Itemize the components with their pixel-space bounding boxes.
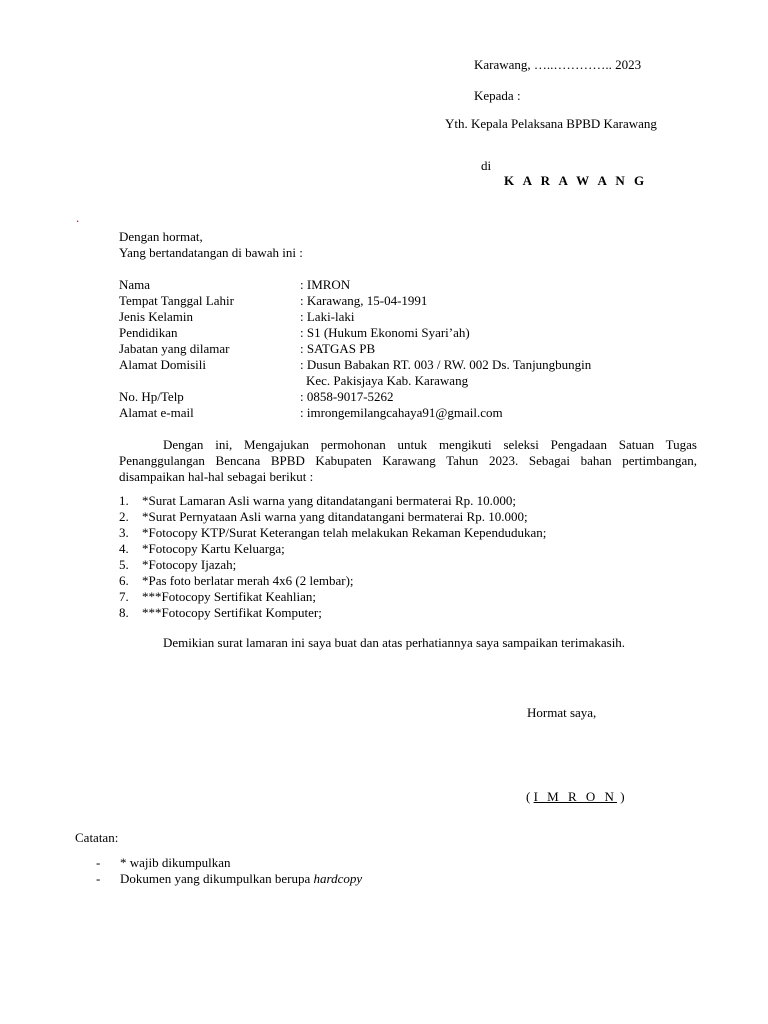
identity-value: : Laki-laki bbox=[300, 309, 355, 324]
list-text: ***Fotocopy Sertifikat Komputer; bbox=[142, 605, 322, 620]
note-emphasis: hardcopy bbox=[313, 871, 363, 886]
recipient-di: di bbox=[481, 158, 492, 173]
signature-close-paren: ) bbox=[616, 789, 625, 804]
list-item bbox=[119, 573, 699, 589]
recipient-kepada: Kepada : bbox=[474, 88, 521, 103]
identity-label: Jabatan yang dilamar bbox=[119, 341, 230, 356]
note-dash: - bbox=[96, 855, 101, 870]
list-text: *Fotocopy Kartu Keluarga; bbox=[142, 541, 285, 556]
identity-value: : imrongemilangcahaya91@gmail.com bbox=[300, 405, 503, 420]
list-number: 5. bbox=[119, 557, 129, 572]
identity-value: : Karawang, 15-04-1991 bbox=[300, 293, 428, 308]
recipient-city: K A R A W A N G bbox=[504, 173, 648, 188]
identity-row bbox=[119, 373, 679, 389]
recipient-name: Yth. Kepala Pelaksana BPBD Karawang bbox=[445, 116, 657, 131]
list-item bbox=[119, 605, 699, 621]
identity-value: : Dusun Babakan RT. 003 / RW. 002 Ds. Tanjungbungin bbox=[300, 357, 592, 372]
signature-underlined-name: I M R O N bbox=[533, 789, 617, 804]
identity-row bbox=[119, 277, 679, 293]
list-item bbox=[96, 871, 362, 887]
closing-regards: Hormat saya, bbox=[527, 705, 597, 720]
identity-row bbox=[119, 389, 679, 405]
identity-value: : SATGAS PB bbox=[300, 341, 376, 356]
identity-label: Alamat Domisili bbox=[119, 357, 207, 372]
list-number: 6. bbox=[119, 573, 129, 588]
identity-label: Tempat Tanggal Lahir bbox=[119, 293, 234, 308]
closing-paragraph: Demikian surat lamaran ini saya buat dan atas perhatiannya saya sampaikan terimakasih. bbox=[163, 635, 626, 650]
list-number: 3. bbox=[119, 525, 129, 540]
identity-row bbox=[119, 405, 679, 421]
list-item bbox=[119, 525, 699, 541]
identity-label: Alamat e-mail bbox=[119, 405, 194, 420]
list-text: *Surat Lamaran Asli warna yang ditandatangani bermaterai Rp. 10.000; bbox=[142, 493, 516, 508]
identity-row bbox=[119, 341, 679, 357]
list-text: ***Fotocopy Sertifikat Keahlian; bbox=[142, 589, 317, 604]
identity-label: No. Hp/Telp bbox=[119, 389, 184, 404]
note-text: * wajib dikumpulkan bbox=[120, 855, 231, 870]
identity-label: Pendidikan bbox=[119, 325, 178, 340]
identity-label: Jenis Kelamin bbox=[119, 309, 194, 324]
identity-row bbox=[119, 325, 679, 341]
attachment-list bbox=[119, 493, 699, 621]
signature-name bbox=[526, 789, 625, 805]
list-number: 1. bbox=[119, 493, 129, 508]
identity-label: Nama bbox=[119, 277, 151, 292]
note-text: Dokumen yang dikumpulkan berupa bbox=[120, 871, 314, 886]
identity-row bbox=[119, 309, 679, 325]
list-text: *Fotocopy KTP/Surat Keterangan telah melakukan Rekaman Kependudukan; bbox=[142, 525, 547, 540]
list-number: 7. bbox=[119, 589, 129, 604]
list-item bbox=[119, 557, 699, 573]
list-number: 4. bbox=[119, 541, 129, 556]
place-date: Karawang, …..………….. 2023 bbox=[474, 57, 642, 72]
list-item bbox=[119, 541, 699, 557]
list-number: 8. bbox=[119, 605, 129, 620]
identity-value: : 0858-9017-5262 bbox=[300, 389, 394, 404]
list-item bbox=[96, 855, 362, 871]
red-marker: . bbox=[76, 210, 80, 225]
notes-title: Catatan: bbox=[75, 830, 119, 845]
body-paragraph: Dengan ini, Mengajukan permohonan untuk mengikuti seleksi Pengadaan Satuan Tugas Penanggulangan Bencana BPBD Kabupaten Karawang Tahun 2023. Sebagai bahan pertimbangan, disampaikan hal-hal sebagai berikut : bbox=[119, 437, 697, 484]
intro-line: Yang bertandatangan di bawah ini : bbox=[119, 245, 303, 260]
list-number: 2. bbox=[119, 509, 129, 524]
identity-row bbox=[119, 293, 679, 309]
identity-value: : S1 (Hukum Ekonomi Syari’ah) bbox=[300, 325, 470, 340]
identity-value: : IMRON bbox=[300, 277, 351, 292]
greeting: Dengan hormat, bbox=[119, 229, 203, 244]
identity-value: Kec. Pakisjaya Kab. Karawang bbox=[306, 373, 469, 388]
note-dash: - bbox=[96, 871, 101, 886]
list-item bbox=[119, 509, 699, 525]
notes-list bbox=[96, 855, 362, 887]
list-item bbox=[119, 589, 699, 605]
list-text: *Surat Pernyataan Asli warna yang ditandatangani bermaterai Rp. 10.000; bbox=[142, 509, 528, 524]
signature-open-paren: ( bbox=[526, 789, 534, 804]
list-text: *Pas foto berlatar merah 4x6 (2 lembar); bbox=[142, 573, 354, 588]
list-text: *Fotocopy Ijazah; bbox=[142, 557, 237, 572]
list-item bbox=[119, 493, 699, 509]
identity-row bbox=[119, 357, 679, 373]
